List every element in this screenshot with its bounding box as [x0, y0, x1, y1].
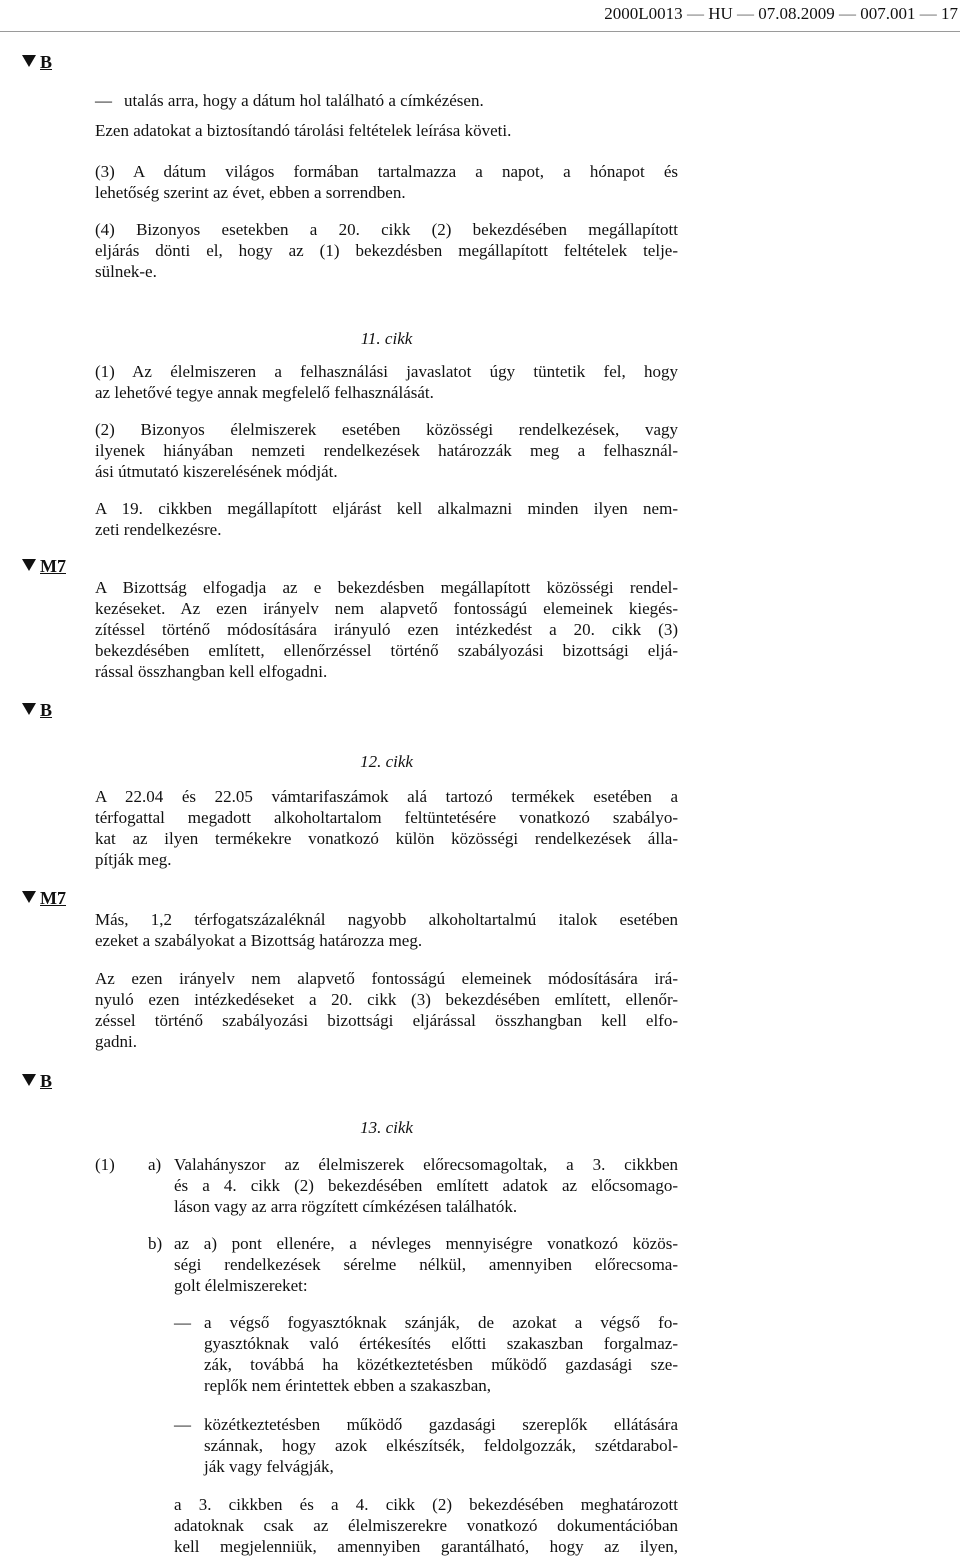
text-line: Más, 1,2 térfogatszázaléknál nagyobb alkoholtartalmú italok esetében: [95, 910, 678, 929]
paragraph-number: (1): [95, 1155, 115, 1174]
text-line: szánnak, hogy azok elkészítsék, feldolgozzák, szétdarabol-: [204, 1436, 678, 1455]
text-line: sülnek-e.: [95, 262, 157, 281]
text-line: láson vagy az arra rögzített címkézésen találhatók.: [174, 1197, 518, 1216]
text-line: térfogattal megadott alkoholtartalom feltüntetésére vonatkozó szabályo-: [95, 808, 678, 827]
text-line: ási útmutató kiszerelésének módját.: [95, 462, 338, 481]
dash-item-2: [204, 1414, 678, 1477]
paragraph-11-1: [95, 361, 678, 403]
text-line: Az ezen irányelv nem alapvető fontosságú elemeinek módosítására irá-: [95, 969, 678, 988]
marker-code: M7: [40, 888, 66, 908]
text-line: eljárás dönti el, hogy az (1) bekezdésben megállapított feltételek telje-: [95, 241, 678, 260]
triangle-down-icon: [22, 1074, 36, 1086]
text-line: zeti rendelkezésre.: [95, 520, 222, 539]
paragraph-12-2: [95, 909, 678, 951]
marker-code: B: [40, 700, 53, 720]
text-line: és a 4. cikk (2) bekezdésében említett adatok az előcsomago-: [174, 1176, 678, 1195]
amendment-marker-b: [22, 1071, 52, 1092]
doc-date: 07.08.2009: [758, 4, 835, 23]
triangle-down-icon: [22, 559, 36, 571]
amendment-marker-b: [22, 700, 52, 721]
paragraph-3: [95, 161, 678, 203]
text-line: zítéssel történő módosítására irányuló ezen intézkedést a 20. cikk (3): [95, 620, 678, 639]
article-title: 11. cikk: [360, 329, 413, 348]
text-line: ják vagy felvágják,: [204, 1457, 334, 1476]
doc-id: 2000L0013: [604, 4, 683, 23]
point-label: b): [148, 1234, 163, 1253]
paragraph-12-1: [95, 786, 678, 870]
list-dash: —: [174, 1415, 191, 1434]
header-rule: [0, 31, 960, 32]
point-label: a): [148, 1155, 162, 1174]
triangle-down-icon: [22, 891, 36, 903]
header-separator: —: [919, 4, 937, 23]
text-line: az a) pont ellenére, a névleges mennyiségre vonatkozó közös-: [174, 1234, 678, 1253]
text-line: (2) Bizonyos élelmiszerek esetében közösségi rendelkezések, vagy: [95, 420, 678, 439]
text-line: bekezdésében említett, ellenőrzéssel történő szabályozási bizottsági eljá-: [95, 641, 678, 660]
text-line: (3) A dátum világos formában tartalmazza a napot, a hónapot és: [95, 162, 678, 181]
text-line: kell megjelenniük, amennyiben garantálható, hogy az ilyen,: [174, 1537, 678, 1556]
amendment-marker-m7: [22, 888, 66, 909]
text-line: kat az ilyen termékekre vonatkozó külön közösségi rendelkezések álla-: [95, 829, 678, 848]
text-line: a végső fogyasztóknak szánják, de azokat a végső fo-: [204, 1313, 678, 1332]
text-line: ilyenek hiányában nemzeti rendelkezések határozzák meg a felhasznál-: [95, 441, 678, 460]
text-line: az lehetővé tegye annak megfelelő felhasználását.: [95, 383, 434, 402]
paragraph-11-4: [95, 577, 678, 682]
text-line: adatoknak csak az élelmiszerekre vonatkozó dokumentációban: [174, 1516, 678, 1535]
text-line: zéssel történő szabályozási bizottsági eljárással összhangban kell elfo-: [95, 1011, 678, 1030]
paragraph-4: [95, 219, 678, 282]
paragraph-12-3: [95, 968, 678, 1052]
text-line: közétkeztetésben működő gazdasági szereplők ellátására: [204, 1415, 678, 1434]
paragraph-11-2: [95, 419, 678, 482]
text-line: nyuló ezen intézkedéseket a 20. cikk (3) bekezdésében említett, ellenőr-: [95, 990, 678, 1009]
text-line: zák, továbbá ha közétkeztetésben működő gazdasági sze-: [204, 1355, 678, 1374]
text-line: Valahányszor az élelmiszerek előrecsomagoltak, a 3. cikkben: [174, 1155, 678, 1174]
point-b: [174, 1233, 678, 1296]
text-line: gyasztóknak való értékesítés előtti szakaszban forgalmaz-: [204, 1334, 678, 1353]
paragraph-date-location: [124, 90, 678, 111]
article-title: 13. cikk: [360, 1118, 413, 1137]
text-line: lehetőség szerint az évet, ebben a sorrendben.: [95, 183, 406, 202]
text-line: A 19. cikkben megállapított eljárást kell alkalmazni minden ilyen nem-: [95, 499, 678, 518]
text-line: (4) Bizonyos esetekben a 20. cikk (2) bekezdésében megállapított: [95, 220, 678, 239]
doc-language: HU: [708, 4, 733, 23]
text-line: (1) Az élelmiszeren a felhasználási javaslatot úgy tüntetik fel, hogy: [95, 362, 678, 381]
text-line: ezeket a szabályokat a Bizottság határozza meg.: [95, 931, 423, 950]
text-line: a 3. cikkben és a 4. cikk (2) bekezdésében meghatározott: [174, 1495, 678, 1514]
triangle-down-icon: [22, 703, 36, 715]
dash-item-1: [204, 1312, 678, 1396]
text-line: golt élelmiszereket:: [174, 1276, 308, 1295]
text-line: A Bizottság elfogadja az e bekezdésben megállapított közösségi rendel-: [95, 578, 678, 597]
text-line: rással összhangban kell elfogadni.: [95, 662, 328, 681]
doc-version: 007.001: [860, 4, 916, 23]
amendment-marker-m7: [22, 556, 66, 577]
list-dash: —: [95, 91, 112, 110]
article-title: 12. cikk: [360, 752, 413, 771]
page-number: 17: [941, 4, 958, 23]
point-a: [174, 1154, 678, 1217]
header-separator: —: [839, 4, 856, 23]
triangle-down-icon: [22, 55, 36, 67]
text-line: pítják meg.: [95, 850, 172, 869]
point-b-tail: [174, 1494, 678, 1557]
text-line: utalás arra, hogy a dátum hol található a címkézésen.: [124, 91, 484, 110]
text-line: A 22.04 és 22.05 vámtarifaszámok alá tartozó termékek esetében a: [95, 787, 678, 806]
marker-code: B: [40, 52, 53, 72]
marker-code: B: [40, 1071, 53, 1091]
header-separator: —: [686, 4, 704, 23]
text-line: gadni.: [95, 1032, 138, 1051]
header-separator: —: [737, 4, 754, 23]
amendment-marker-b: [22, 52, 52, 73]
paragraph-storage: [95, 120, 678, 141]
text-line: ségi rendelkezések sérelme nélkül, amennyiben előrecsoma-: [174, 1255, 678, 1274]
list-dash: —: [174, 1313, 191, 1332]
page-header: [0, 3, 958, 24]
text-line: kezéseket. Az ezen irányelv nem alapvető fontosságú elemeinek kiegés-: [95, 599, 678, 618]
paragraph-11-3: [95, 498, 678, 540]
text-line: replők nem érintettek ebben a szakaszban,: [204, 1376, 491, 1395]
text-line: Ezen adatokat a biztosítandó tárolási feltételek leírása követi.: [95, 121, 512, 140]
marker-code: M7: [40, 556, 66, 576]
